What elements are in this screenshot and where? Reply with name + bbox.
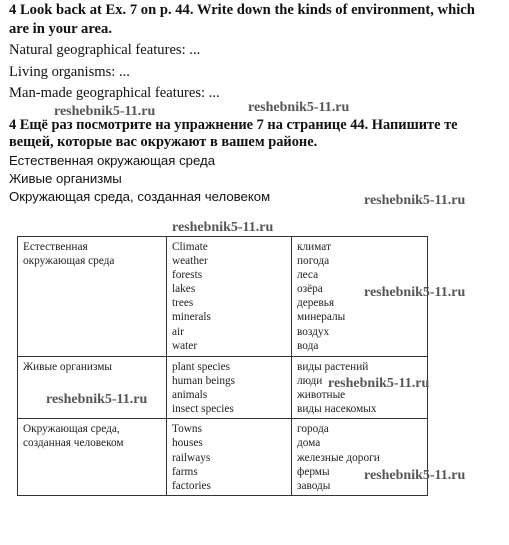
- english-word: weather: [172, 255, 208, 268]
- ru-task-heading-line1: 4 Ещё раз посмотрите на упражнение 7 на странице 44. Напишите те: [9, 117, 458, 133]
- russian-word: виды насекомых: [297, 403, 377, 416]
- russian-word: города: [297, 423, 329, 436]
- english-word: railways: [172, 451, 211, 464]
- en-task-heading-line1: 4 Look back at Ex. 7 on p. 44. Write down the kinds of environment, which: [9, 2, 475, 18]
- ru-task-line-living: Живые организмы: [9, 171, 122, 186]
- russian-word: животные: [297, 389, 346, 402]
- russian-word: деревья: [297, 297, 335, 310]
- en-task-line-living: Living organisms: ...: [9, 64, 130, 80]
- russian-word: озёра: [297, 283, 323, 296]
- russian-word: фермы: [297, 465, 330, 478]
- watermark: reshebnik5-11.ru: [364, 285, 466, 300]
- russian-word: воздух: [297, 325, 330, 338]
- category-cell: [18, 419, 167, 495]
- ru-task-line-natural: Естественная окружающая среда: [9, 153, 216, 168]
- english-word: minerals: [172, 311, 211, 324]
- environment-table: [17, 236, 428, 496]
- english-word: factories: [172, 479, 211, 492]
- watermark: reshebnik5-11.ru: [172, 220, 274, 235]
- russian-word: вода: [297, 339, 319, 352]
- english-word: human beings: [172, 375, 236, 388]
- russian-word: климат: [297, 241, 331, 253]
- en-task-line-manmade: Man-made geographical features: ...: [9, 85, 220, 101]
- category-cell: [18, 237, 167, 357]
- russian-word: виды растений: [297, 361, 369, 373]
- category-text: окружающая среда: [23, 255, 115, 268]
- english-word: Climate: [172, 241, 208, 253]
- english-word: plant species: [172, 361, 231, 373]
- english-word: air: [172, 325, 184, 338]
- russian-word: заводы: [297, 479, 331, 492]
- english-word: insect species: [172, 403, 234, 416]
- english-words-cell: [167, 357, 292, 419]
- category-cell: [18, 357, 167, 419]
- russian-word: люди: [297, 375, 323, 388]
- watermark: reshebnik5-11.ru: [328, 376, 430, 391]
- russian-word: железные дороги: [297, 451, 380, 464]
- category-text: Окружающая среда,: [23, 423, 120, 436]
- watermark: reshebnik5-11.ru: [54, 104, 156, 119]
- category-text: Естественная: [23, 241, 88, 253]
- en-task-line-natural: Natural geographical features: ...: [9, 42, 201, 58]
- english-words-cell: [167, 419, 292, 495]
- english-word: water: [172, 339, 198, 352]
- watermark: reshebnik5-11.ru: [364, 468, 466, 483]
- ru-task-line-manmade: Окружающая среда, созданная человеком: [9, 189, 271, 204]
- watermark: reshebnik5-11.ru: [364, 193, 466, 208]
- russian-word: дома: [297, 437, 321, 450]
- russian-word: леса: [297, 269, 319, 282]
- category-text: Живые организмы: [23, 361, 113, 373]
- english-word: forests: [172, 269, 203, 282]
- english-words-cell: [167, 237, 292, 357]
- english-word: Towns: [172, 423, 202, 436]
- en-task-heading-line2: are in your area.: [9, 21, 112, 37]
- english-word: houses: [172, 437, 203, 450]
- category-text: созданная человеком: [23, 437, 124, 450]
- watermark: reshebnik5-11.ru: [248, 100, 350, 115]
- russian-word: минералы: [297, 311, 346, 324]
- english-word: trees: [172, 297, 194, 310]
- english-word: lakes: [172, 283, 196, 296]
- english-word: animals: [172, 389, 208, 402]
- watermark: reshebnik5-11.ru: [46, 392, 148, 407]
- ru-task-heading-line2: вещей, которые вас окружают в вашем районе.: [9, 134, 318, 150]
- english-word: farms: [172, 465, 198, 478]
- russian-word: погода: [297, 255, 330, 268]
